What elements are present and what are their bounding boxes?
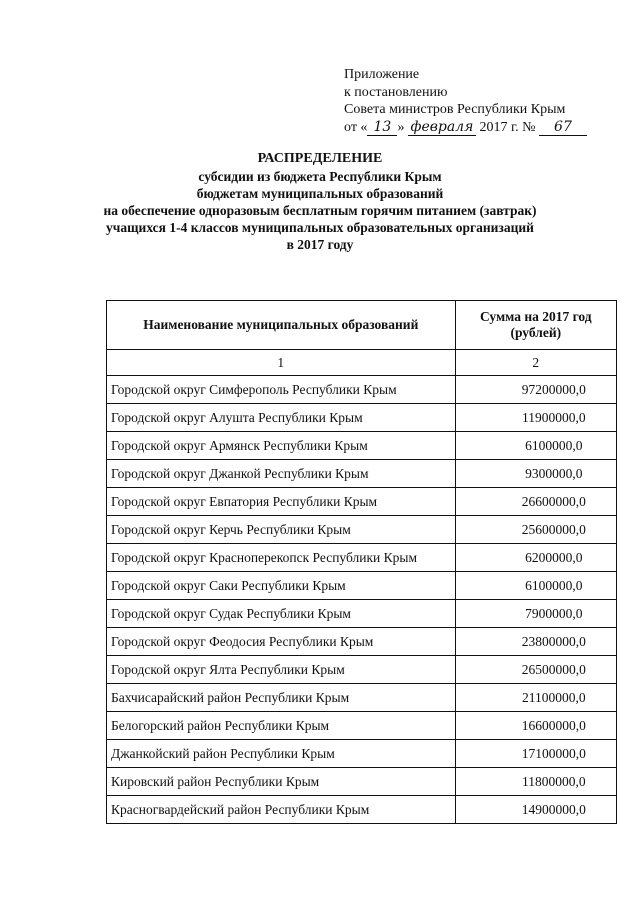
header-municipality: Наименование муниципальных образований <box>107 301 456 350</box>
date-separator: » <box>397 119 405 135</box>
table-row <box>107 404 617 432</box>
column-number-2: 2 <box>455 350 616 376</box>
appendix-authority: Совета министров Республики Крым <box>344 102 566 117</box>
document-title <box>80 150 560 253</box>
appendix-title: Приложение <box>344 67 420 82</box>
handwritten-month: февраля <box>408 120 476 136</box>
table-row <box>107 376 617 404</box>
municipality-name: Городской округ Саки Республики Крым <box>107 572 456 600</box>
municipality-name: Городской округ Керчь Республики Крым <box>107 516 456 544</box>
subsidy-amount: 17100000,0 <box>455 740 616 768</box>
subsidy-amount: 11900000,0 <box>455 404 616 432</box>
title-line-2: бюджетам муниципальных образований <box>196 186 444 201</box>
date-year: 2017 г. № <box>479 119 536 135</box>
subsidy-amount: 16600000,0 <box>455 712 616 740</box>
subsidy-amount: 21100000,0 <box>455 684 616 712</box>
table-row <box>107 432 617 460</box>
subsidy-amount: 97200000,0 <box>455 376 616 404</box>
municipality-name: Белогорский район Республики Крым <box>107 712 456 740</box>
table-row <box>107 572 617 600</box>
title-line-3: на обеспечение одноразовым бесплатным горячим питанием (завтрак) <box>103 203 537 218</box>
table-row <box>107 712 617 740</box>
date-prefix: от « <box>344 119 368 135</box>
municipality-name: Городской округ Армянск Республики Крым <box>107 432 456 460</box>
municipality-name: Городской округ Симферополь Республики Крым <box>107 376 456 404</box>
column-number-row <box>107 350 617 376</box>
title-line-1: субсидии из бюджета Республики Крым <box>198 169 442 184</box>
table-row <box>107 684 617 712</box>
title-main: РАСПРЕДЕЛЕНИЕ <box>257 151 383 166</box>
title-line-4: учащихся 1-4 классов муниципальных образовательных организаций <box>106 220 534 235</box>
municipality-name: Городской округ Ялта Республики Крым <box>107 656 456 684</box>
municipality-name: Городской округ Джанкой Республики Крым <box>107 460 456 488</box>
subsidy-table <box>106 300 617 824</box>
municipality-name: Джанкойский район Республики Крым <box>107 740 456 768</box>
table-row <box>107 544 617 572</box>
table-row <box>107 768 617 796</box>
municipality-name: Городской округ Судак Республики Крым <box>107 600 456 628</box>
table-row <box>107 740 617 768</box>
title-line-5: в 2017 году <box>286 237 354 252</box>
subsidy-amount: 11800000,0 <box>455 768 616 796</box>
header-amount: Сумма на 2017 год (рублей) <box>455 301 616 350</box>
table-row <box>107 656 617 684</box>
handwritten-day: 13 <box>367 120 397 136</box>
table-row <box>107 488 617 516</box>
subsidy-amount: 26500000,0 <box>455 656 616 684</box>
column-number-1: 1 <box>107 350 456 376</box>
subsidy-amount: 6200000,0 <box>455 544 616 572</box>
subsidy-amount: 7900000,0 <box>455 600 616 628</box>
table-row <box>107 628 617 656</box>
table-row <box>107 516 617 544</box>
subsidy-amount: 6100000,0 <box>455 572 616 600</box>
subsidy-amount: 25600000,0 <box>455 516 616 544</box>
subsidy-amount: 14900000,0 <box>455 796 616 824</box>
table-row <box>107 600 617 628</box>
handwritten-doc-number: 67 <box>539 120 587 136</box>
municipality-name: Бахчисарайский район Республики Крым <box>107 684 456 712</box>
appendix-date-line <box>344 119 587 137</box>
municipality-name: Городской округ Красноперекопск Республики Крым <box>107 544 456 572</box>
table-row <box>107 796 617 824</box>
municipality-name: Городской округ Феодосия Республики Крым <box>107 628 456 656</box>
appendix-block <box>344 66 587 136</box>
subsidy-amount: 9300000,0 <box>455 460 616 488</box>
municipality-name: Городской округ Алушта Республики Крым <box>107 404 456 432</box>
subsidy-amount: 26600000,0 <box>455 488 616 516</box>
municipality-name: Красногвардейский район Республики Крым <box>107 796 456 824</box>
subsidy-amount: 6100000,0 <box>455 432 616 460</box>
municipality-name: Кировский район Республики Крым <box>107 768 456 796</box>
subsidy-amount: 23800000,0 <box>455 628 616 656</box>
municipality-name: Городской округ Евпатория Республики Крым <box>107 488 456 516</box>
table-header-row <box>107 301 617 350</box>
appendix-ref: к постановлению <box>344 84 448 100</box>
table-row <box>107 460 617 488</box>
